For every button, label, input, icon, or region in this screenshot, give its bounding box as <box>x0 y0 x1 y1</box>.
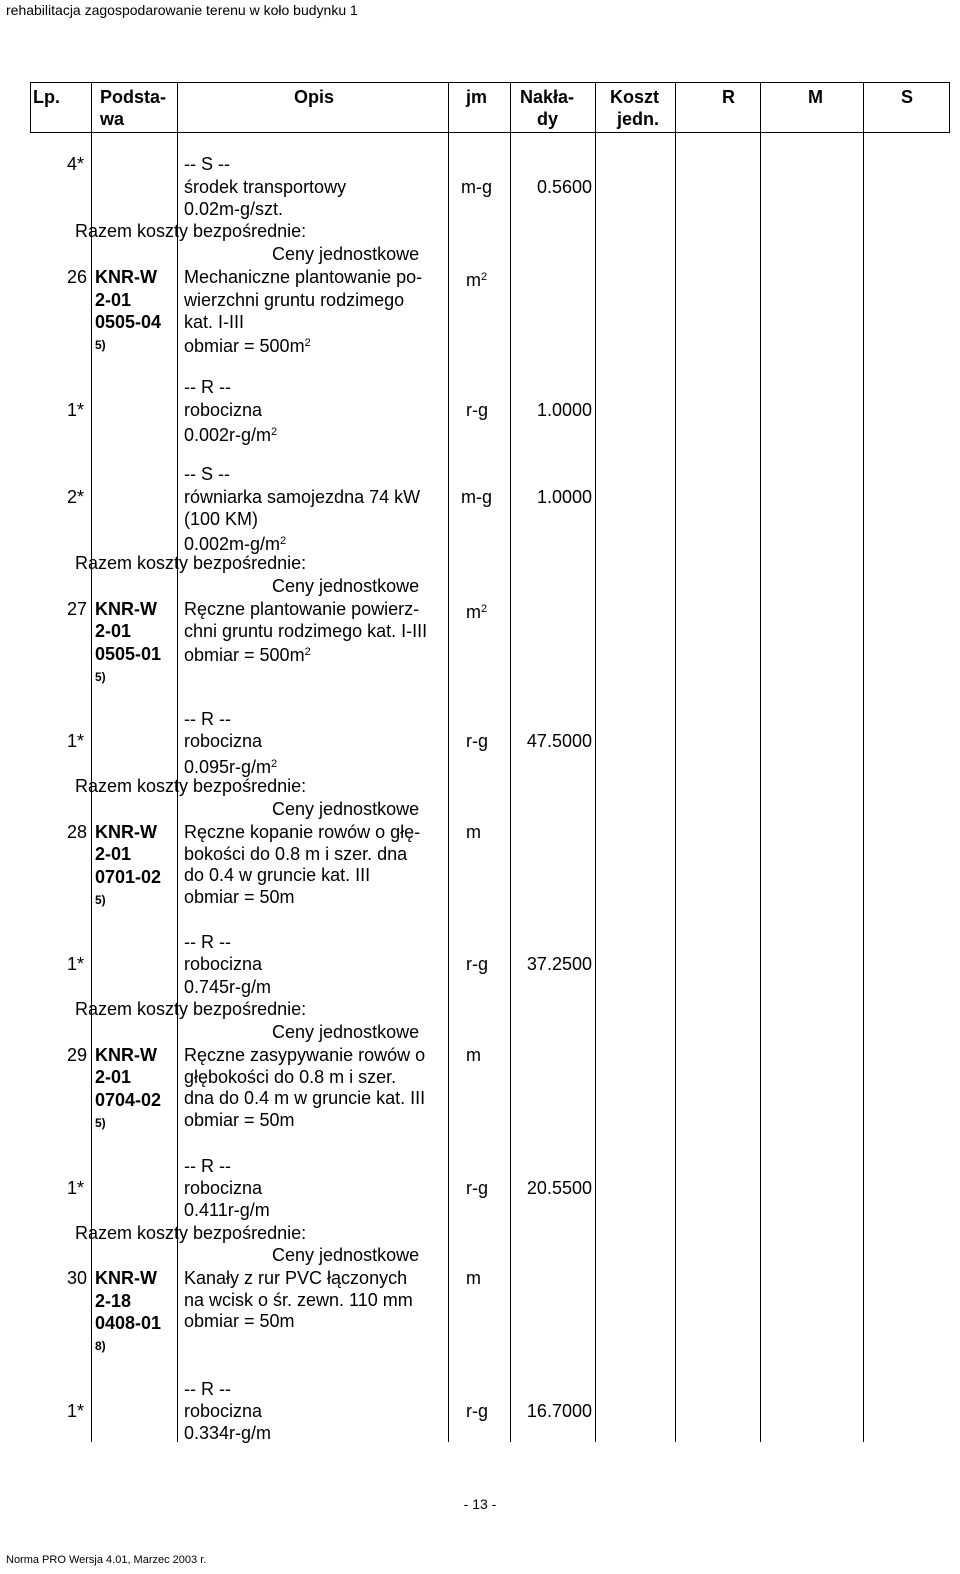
basis-line: 0704-02 <box>95 1090 162 1110</box>
resource-name: robocizna <box>184 731 263 751</box>
description-line: wierzchni gruntu rodzimego <box>184 290 405 310</box>
basis-line: 0505-01 <box>95 644 162 664</box>
basis-line: 2-01 <box>95 290 132 310</box>
razem-label: Razem koszty bezpośrednie: <box>75 221 307 241</box>
position-jm: m <box>466 822 481 842</box>
resource-jm: r-g <box>466 1401 488 1421</box>
basis-note: 5) <box>95 893 106 907</box>
razem-label: Razem koszty bezpośrednie: <box>75 776 307 796</box>
resource-norm: $0.002m-g/m^2$ <box>184 534 287 554</box>
row-lp: 4* <box>67 154 85 174</box>
row-lp: 1* <box>67 400 85 420</box>
resource-value: 47.5000 <box>526 731 592 751</box>
resource-name: robocizna <box>184 400 263 420</box>
header-jm: jm <box>466 87 488 107</box>
razem-label: Razem koszty bezpośrednie: <box>75 1223 307 1243</box>
header-naklady-1: Nakła- <box>520 87 575 107</box>
razem-label: Razem koszty bezpośrednie: <box>75 999 307 1019</box>
resource-norm: 0.411r-g/m <box>184 1200 270 1220</box>
resource-marker: -- R -- <box>184 377 231 397</box>
resource-norm: 0.334r-g/m <box>184 1423 272 1443</box>
description-line: bokości do 0.8 m i szer. dna <box>184 844 408 864</box>
position-number: 26 <box>67 267 88 287</box>
row-lp: 1* <box>67 954 85 974</box>
resource-jm: r-g <box>466 1178 488 1198</box>
basis-note: 5) <box>95 1116 106 1130</box>
ceny-label: Ceny jednostkowe <box>272 1022 420 1042</box>
description-line: głębokości do 0.8 m i szer. <box>184 1067 397 1087</box>
resource-norm: 0.745r-g/m <box>184 977 272 997</box>
ceny-label: Ceny jednostkowe <box>272 799 420 819</box>
basis-line: KNR-W <box>95 1045 157 1065</box>
resource-name-2: (100 KM) <box>184 509 259 529</box>
basis-line: KNR-W <box>95 599 157 619</box>
position-number: 27 <box>67 599 88 619</box>
basis-note: 5) <box>95 670 106 684</box>
obmiar: obmiar = 50m <box>184 887 295 907</box>
basis-note: 5) <box>95 338 106 352</box>
resource-name: środek transportowy <box>184 177 347 197</box>
header-opis: Opis <box>294 87 335 107</box>
ceny-label: Ceny jednostkowe <box>272 244 420 264</box>
software-version: Norma PRO Wersja 4.01, Marzec 2003 r. <box>6 1554 207 1566</box>
resource-name: robocizna <box>184 1401 263 1421</box>
resource-jm: m-g <box>461 487 492 507</box>
description-line: do 0.4 w gruncie kat. III <box>184 865 371 885</box>
description-line: kat. I-III <box>184 312 245 332</box>
header-podstawa-2: wa <box>100 109 125 129</box>
header-s: S <box>901 87 914 107</box>
header-lp: Lp. <box>33 87 60 107</box>
position-number: 28 <box>67 822 88 842</box>
resource-name: robocizna <box>184 1178 263 1198</box>
resource-value: 37.2500 <box>526 954 592 974</box>
page-title: rehabilitacja zagospodarowanie terenu w koło budynku 1 <box>6 2 358 18</box>
resource-jm: r-g <box>466 400 488 420</box>
basis-line: KNR-W <box>95 1268 157 1288</box>
position-jm: $m^2$ <box>466 602 488 622</box>
description-line: Ręczne zasypywanie rowów o <box>184 1045 426 1065</box>
resource-marker: -- S -- <box>184 154 230 174</box>
ceny-label: Ceny jednostkowe <box>272 576 420 596</box>
description-line: Kanały z rur PVC łączonych <box>184 1268 408 1288</box>
header-koszt-1: Koszt <box>610 87 659 107</box>
razem-label: Razem koszty bezpośrednie: <box>75 553 307 573</box>
resource-marker: -- R -- <box>184 1379 231 1399</box>
position-jm: $m^2$ <box>466 270 488 290</box>
basis-line: 0408-01 <box>95 1313 162 1333</box>
resource-value: 1.0000 <box>536 487 592 507</box>
description-line: chni gruntu rodzimego kat. I-III <box>184 621 428 641</box>
resource-norm: $0.095r-g/m^2$ <box>184 757 278 777</box>
basis-line: 2-01 <box>95 1067 132 1087</box>
resource-norm: 0.02m-g/szt. <box>184 199 284 219</box>
resource-value: 1.0000 <box>536 400 592 420</box>
row-lp: 2* <box>67 487 85 507</box>
resource-value: 0.5600 <box>536 177 592 197</box>
row-lp: 1* <box>67 1401 85 1421</box>
position-jm: m <box>466 1268 481 1288</box>
description-line: dna do 0.4 m w gruncie kat. III <box>184 1088 426 1108</box>
position-number: 29 <box>67 1045 88 1065</box>
ceny-label: Ceny jednostkowe <box>272 1245 420 1265</box>
resource-value: 16.7000 <box>526 1401 592 1421</box>
basis-line: KNR-W <box>95 267 157 287</box>
resource-jm: m-g <box>461 177 492 197</box>
obmiar: obmiar = $500m^2$ <box>184 645 311 665</box>
header-koszt-2: jedn. <box>617 109 660 129</box>
header-m: M <box>808 87 823 107</box>
resource-marker: -- R -- <box>184 1156 231 1176</box>
header-naklady-2: dy <box>537 109 559 129</box>
header-podstawa-1: Podsta- <box>100 87 167 107</box>
resource-name: równiarka samojezdna 74 kW <box>184 487 421 507</box>
resource-value: 20.5500 <box>526 1178 592 1198</box>
header-r: R <box>722 87 735 107</box>
resource-jm: r-g <box>466 954 488 974</box>
obmiar: obmiar = 50m <box>184 1110 295 1130</box>
basis-line: 2-18 <box>95 1291 132 1311</box>
basis-line: 0701-02 <box>95 867 162 887</box>
description-line: Mechaniczne plantowanie po- <box>184 267 423 287</box>
obmiar: obmiar = 50m <box>184 1311 295 1331</box>
basis-line: KNR-W <box>95 822 157 842</box>
position-number: 30 <box>67 1268 88 1288</box>
basis-line: 0505-04 <box>95 312 162 332</box>
description-line: Ręczne plantowanie powierz- <box>184 599 420 619</box>
position-jm: m <box>466 1045 481 1065</box>
resource-marker: -- R -- <box>184 709 231 729</box>
basis-line: 2-01 <box>95 621 132 641</box>
resource-norm: $0.002r-g/m^2$ <box>184 425 278 445</box>
obmiar: obmiar = $500m^2$ <box>184 336 311 356</box>
description-line: na wcisk o śr. zewn. 110 mm <box>184 1290 413 1310</box>
resource-name: robocizna <box>184 954 263 974</box>
basis-line: 2-01 <box>95 844 132 864</box>
basis-note: 8) <box>95 1339 106 1353</box>
resource-marker: -- R -- <box>184 932 231 952</box>
page-number: - 13 - <box>463 1496 497 1512</box>
resource-marker: -- S -- <box>184 464 230 484</box>
row-lp: 1* <box>67 731 85 751</box>
resource-jm: r-g <box>466 731 488 751</box>
row-lp: 1* <box>67 1178 85 1198</box>
description-line: Ręczne kopanie rowów o głę- <box>184 822 421 842</box>
